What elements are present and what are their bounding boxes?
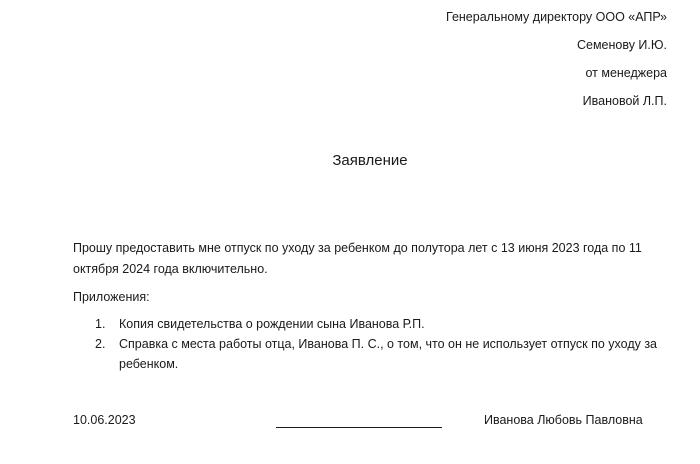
- from-label: от менеджера: [585, 66, 667, 80]
- recipient-title: Генеральному директору ООО «АПР»: [446, 10, 667, 24]
- recipient-name: Семенову И.Ю.: [576, 38, 667, 52]
- request-text: Прошу предоставить мне отпуск по уходу за ребенком до полутора лет с 13 июня 2023 года по 11 октября 2024 года включительно.: [73, 241, 642, 276]
- sender-name: Ивановой Л.П.: [582, 94, 667, 108]
- document-date: 10.06.2023: [73, 413, 136, 427]
- recipient-header: [446, 6, 667, 118]
- attachment-text: Справка с места работы отца, Иванова П. С., о том, что он не использует отпуск по уходу за ребенком.: [119, 337, 658, 371]
- document-title: Заявление: [332, 152, 408, 169]
- attachments-list: [73, 314, 673, 374]
- attachment-item: [73, 314, 673, 334]
- attachment-text: Копия свидетельства о рождении сына Иванова Р.П.: [119, 317, 425, 331]
- signature-line: [276, 427, 442, 428]
- attachments-label: Приложения:: [73, 290, 150, 304]
- signer-name: Иванова Любовь Павловна: [484, 413, 643, 427]
- attachment-item: [73, 334, 673, 374]
- attachment-number: 1.: [95, 317, 106, 331]
- attachment-number: 2.: [95, 337, 106, 351]
